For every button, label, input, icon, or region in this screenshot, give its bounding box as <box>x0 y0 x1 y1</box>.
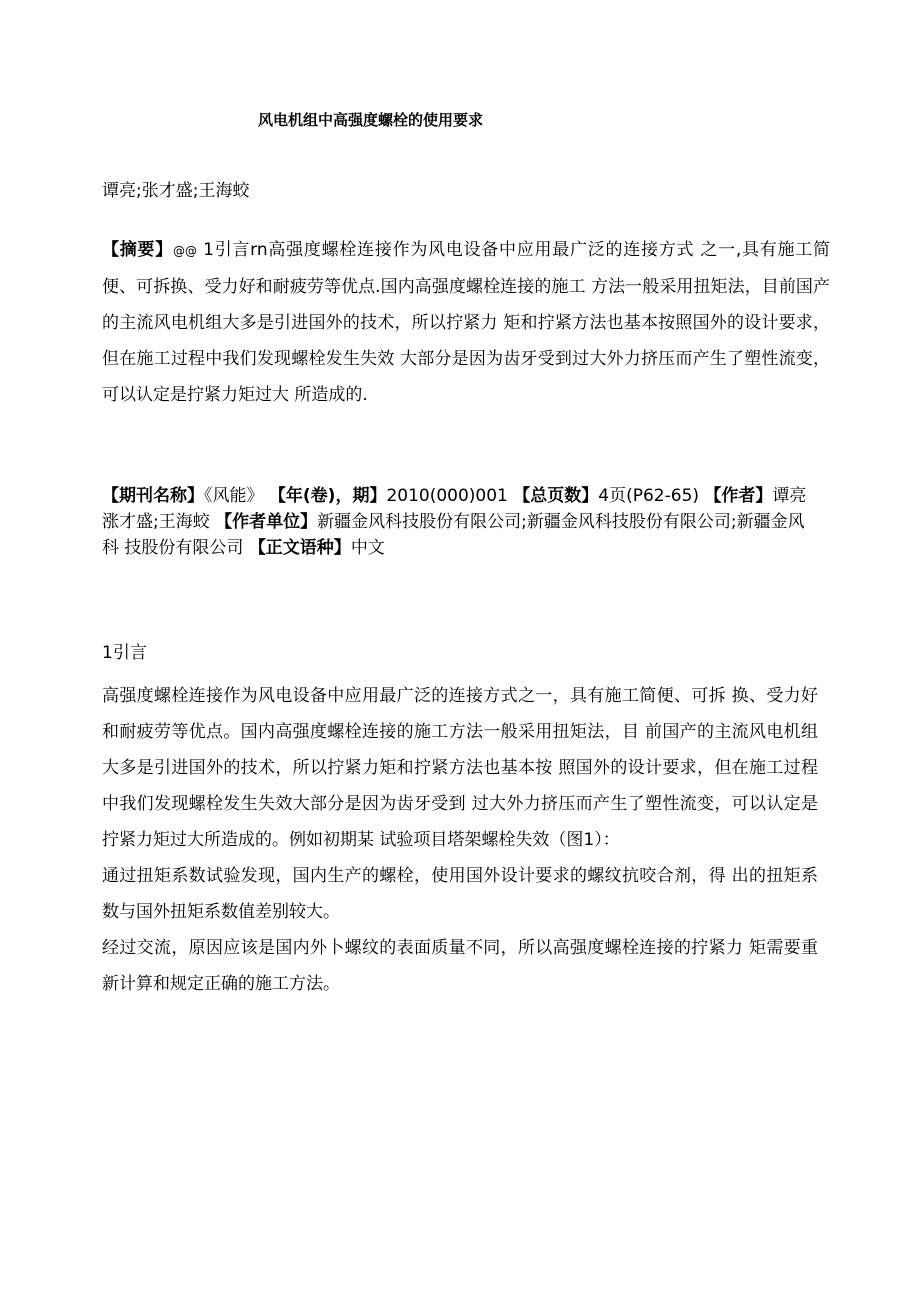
author-unit-value: 新疆金风科技股份有限公司;新疆金风科技股份有限公司;新疆金风科 技股份有限公司 <box>102 512 805 558</box>
author-meta-value: 谭亮涨才盛;王海蛟 <box>102 486 807 532</box>
document-title: 风电机组中高强度螺栓的使用要求 <box>258 111 484 129</box>
year-volume-value: 2010(000)001 <box>386 486 514 506</box>
author-unit-label: 【作者单位】 <box>215 512 318 532</box>
language-label: 【正文语种】 <box>248 538 351 558</box>
body-paragraph: 通过扭矩系数试验发现，国内生产的螺栓，使用国外设计要求的螺纹抗咬合剂，得 出的扭矩系数与国外扭矩系数值差别较大。 <box>102 866 818 922</box>
section-heading: 1引言 <box>102 643 147 663</box>
body-text <box>102 678 818 1002</box>
abstract-marker: @@ <box>172 244 197 258</box>
year-volume-label: 【年(卷)，期】 <box>268 486 387 506</box>
body-paragraph: 高强度螺栓连接作为风电设备中应用最广泛的连接方式之一，具有施工简便、可拆 换、受力好和耐疲劳等优点。国内高强度螺栓连接的施工方法一般采用扭矩法，目 前国产的主流风电机组大多是引进国外的技术，所以拧紧力矩和拧紧方法也基本按 照国外的设计要求，但在施工过程中我们发现螺栓发生失效大部分是因为齿牙受到 过大外力挤压而产生了塑性流变，可以认定是拧紧力矩过大所造成的。例如初期某 试验项目塔架螺栓失效（图1）： <box>102 686 818 850</box>
abstract-block <box>102 232 830 413</box>
metadata-block <box>102 483 818 561</box>
abstract-label: 【摘要】 <box>102 240 173 260</box>
journal-label: 【期刊名称】 <box>102 486 204 506</box>
body-paragraph: 经过交流，原因应该是国内外卜螺纹的表面质量不同，所以高强度螺栓连接的拧紧力 矩需要重新计算和规定正确的施工方法。 <box>102 938 818 994</box>
page-count-label: 【总页数】 <box>513 486 599 506</box>
abstract-text: 1引言rn高强度螺栓连接作为风电设备中应用最广泛的连接方式 之一,具有施工简便、可拆换、受力好和耐疲劳等优点.国内高强度螺栓连接的施工 方法一般采用扭矩法，目前国产的主流风电机组大多是引进国外的技术，所以拧紧力 矩和拧紧方法也基本按照国外的设计要求，但在施工过程中我们发现螺栓发生失效 大部分是因为齿牙受到过大外力挤压而产生了塑性流变，可以认定是拧紧力矩过大 所造成的. <box>102 240 830 405</box>
language-value: 中文 <box>350 538 385 558</box>
page-count-value: 4页(P62-65) <box>598 486 705 506</box>
author-list: 谭亮;张才盛;王海蛟 <box>102 181 250 201</box>
author-meta-label: 【作者】 <box>704 486 773 506</box>
journal-value: 《风能》 <box>204 486 269 506</box>
